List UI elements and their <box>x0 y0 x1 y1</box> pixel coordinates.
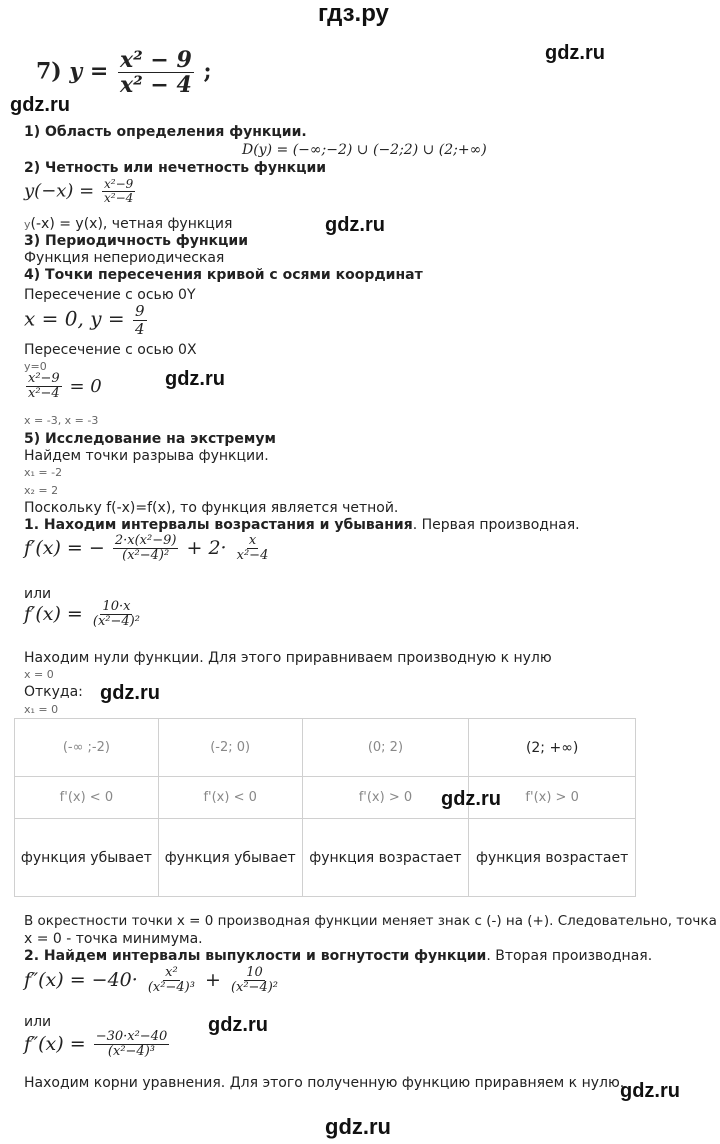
from-text: Откуда: <box>24 684 83 700</box>
watermark: gdz.ru <box>165 368 225 390</box>
table-cell: f'(x) < 0 <box>158 777 302 819</box>
table-cell: функция возрастает <box>302 819 469 897</box>
table-cell: (2; +∞) <box>469 719 636 777</box>
extremum-conclusion: В окрестности точки x = 0 производная функции меняет знак с (-) на (+). Следовательно, точка <box>24 913 717 929</box>
task-formula: 7) y = $\frac{\text{x² − 9}}{\text{x² − 4}}$ ; <box>36 47 212 99</box>
discontinuity-x1: x₁ = -2 <box>24 466 63 479</box>
minimum-point: x = 0 - точка минимума. <box>24 931 203 947</box>
or-text: или <box>24 1014 52 1030</box>
ox-roots: x = -3, x = -3 <box>24 414 99 427</box>
zero-x: x = 0 <box>24 668 54 681</box>
parity-formula: y(−x) = $\frac{\text{x²−9}}{\text{x²−4}}$ <box>24 177 134 206</box>
oy-formula: x = 0, y = $\frac{9}{4}$ <box>24 302 145 338</box>
second-derivative-formula: f″(x) = −40· $\frac{\text{x²}}{\text{(x²−4)³}}$ + $\frac{10}{\text{(x²−4)²}}$ <box>24 965 278 996</box>
zero-x1: x₁ = 0 <box>24 703 59 716</box>
table-cell: (-2; 0) <box>158 719 302 777</box>
sign-table <box>14 718 636 897</box>
first-derivative-simplified: f′(x) = $\frac{10\cdot x}{\text{(x²−4)²}}$ <box>24 599 140 630</box>
watermark: gdz.ru <box>441 788 501 810</box>
table-cell: функция убывает <box>158 819 302 897</box>
first-derivative-formula: f′(x) = − $\frac{\text{2·x(x²−9)}}{\text{(x²−4)²}}$ + 2· $\frac{x}{\text{x²−4}}$ <box>24 533 269 564</box>
oy-label: Пересечение с осью 0Y <box>24 287 196 303</box>
table-cell: f'(x) < 0 <box>15 777 159 819</box>
table-cell: f'(x) > 0 <box>469 777 636 819</box>
periodicity-text: Функция непериодическая <box>24 250 225 266</box>
table-cell: (-∞ ;-2) <box>15 719 159 777</box>
watermark: gdz.ru <box>325 214 385 236</box>
roots-text: Находим корни уравнения. Для этого полученную функцию приравняем к нулю. <box>24 1075 625 1091</box>
discontinuity-x2: x₂ = 2 <box>24 484 59 497</box>
convexity-title: 2. Найдем интервалы выпуклости и вогнутости функции. Вторая производная. <box>24 948 653 964</box>
table-cell: функция возрастает <box>469 819 636 897</box>
section-title: 5) Исследование на экстремум <box>24 431 276 447</box>
ox-formula: $\frac{\text{x²−9}}{\text{x²−4}}$ = 0 <box>28 371 102 402</box>
zeros-text: Находим нули функции. Для этого приравниваем производную к нулю <box>24 650 552 666</box>
watermark: gdz.ru <box>620 1080 680 1102</box>
watermark: gdz.ru <box>325 1114 391 1139</box>
table-cell: функция убывает <box>15 819 159 897</box>
monotonicity-title: 1. Находим интервалы возрастания и убывания. Первая производная. <box>24 517 580 533</box>
section-title: 2) Четность или нечетность функции <box>24 160 327 176</box>
section-title: 4) Точки пересечения кривой с осями координат <box>24 267 423 283</box>
watermark: gdz.ru <box>545 42 605 64</box>
ox-label: Пересечение с осью 0X <box>24 342 197 358</box>
watermark: gdz.ru <box>100 682 160 704</box>
section-title: 3) Периодичность функции <box>24 233 249 249</box>
second-derivative-simplified: f″(x) = $\frac{\text{−30·x²−40}}{\text{(x²−4)³}}$ <box>24 1029 168 1060</box>
section-title: 1) Область определения функции. <box>24 124 307 140</box>
watermark-top: гдз.ру <box>318 0 389 27</box>
or-text: или <box>24 586 52 602</box>
domain-formula: D(y) = (−∞;−2) ∪ (−2;2) ∪ (2;+∞) <box>242 142 487 158</box>
even-text: Поскольку f(-x)=f(x), то функция является четной. <box>24 500 399 516</box>
ox-y-zero: y=0 <box>24 360 47 373</box>
table-cell: f'(x) > 0 <box>302 777 469 819</box>
watermark: gdz.ru <box>208 1014 268 1036</box>
discontinuity-text: Найдем точки разрыва функции. <box>24 448 269 464</box>
table-cell: (0; 2) <box>302 719 469 777</box>
watermark: gdz.ru <box>10 94 70 116</box>
parity-conclusion: y(-x) = y(x), четная функция <box>24 216 233 232</box>
